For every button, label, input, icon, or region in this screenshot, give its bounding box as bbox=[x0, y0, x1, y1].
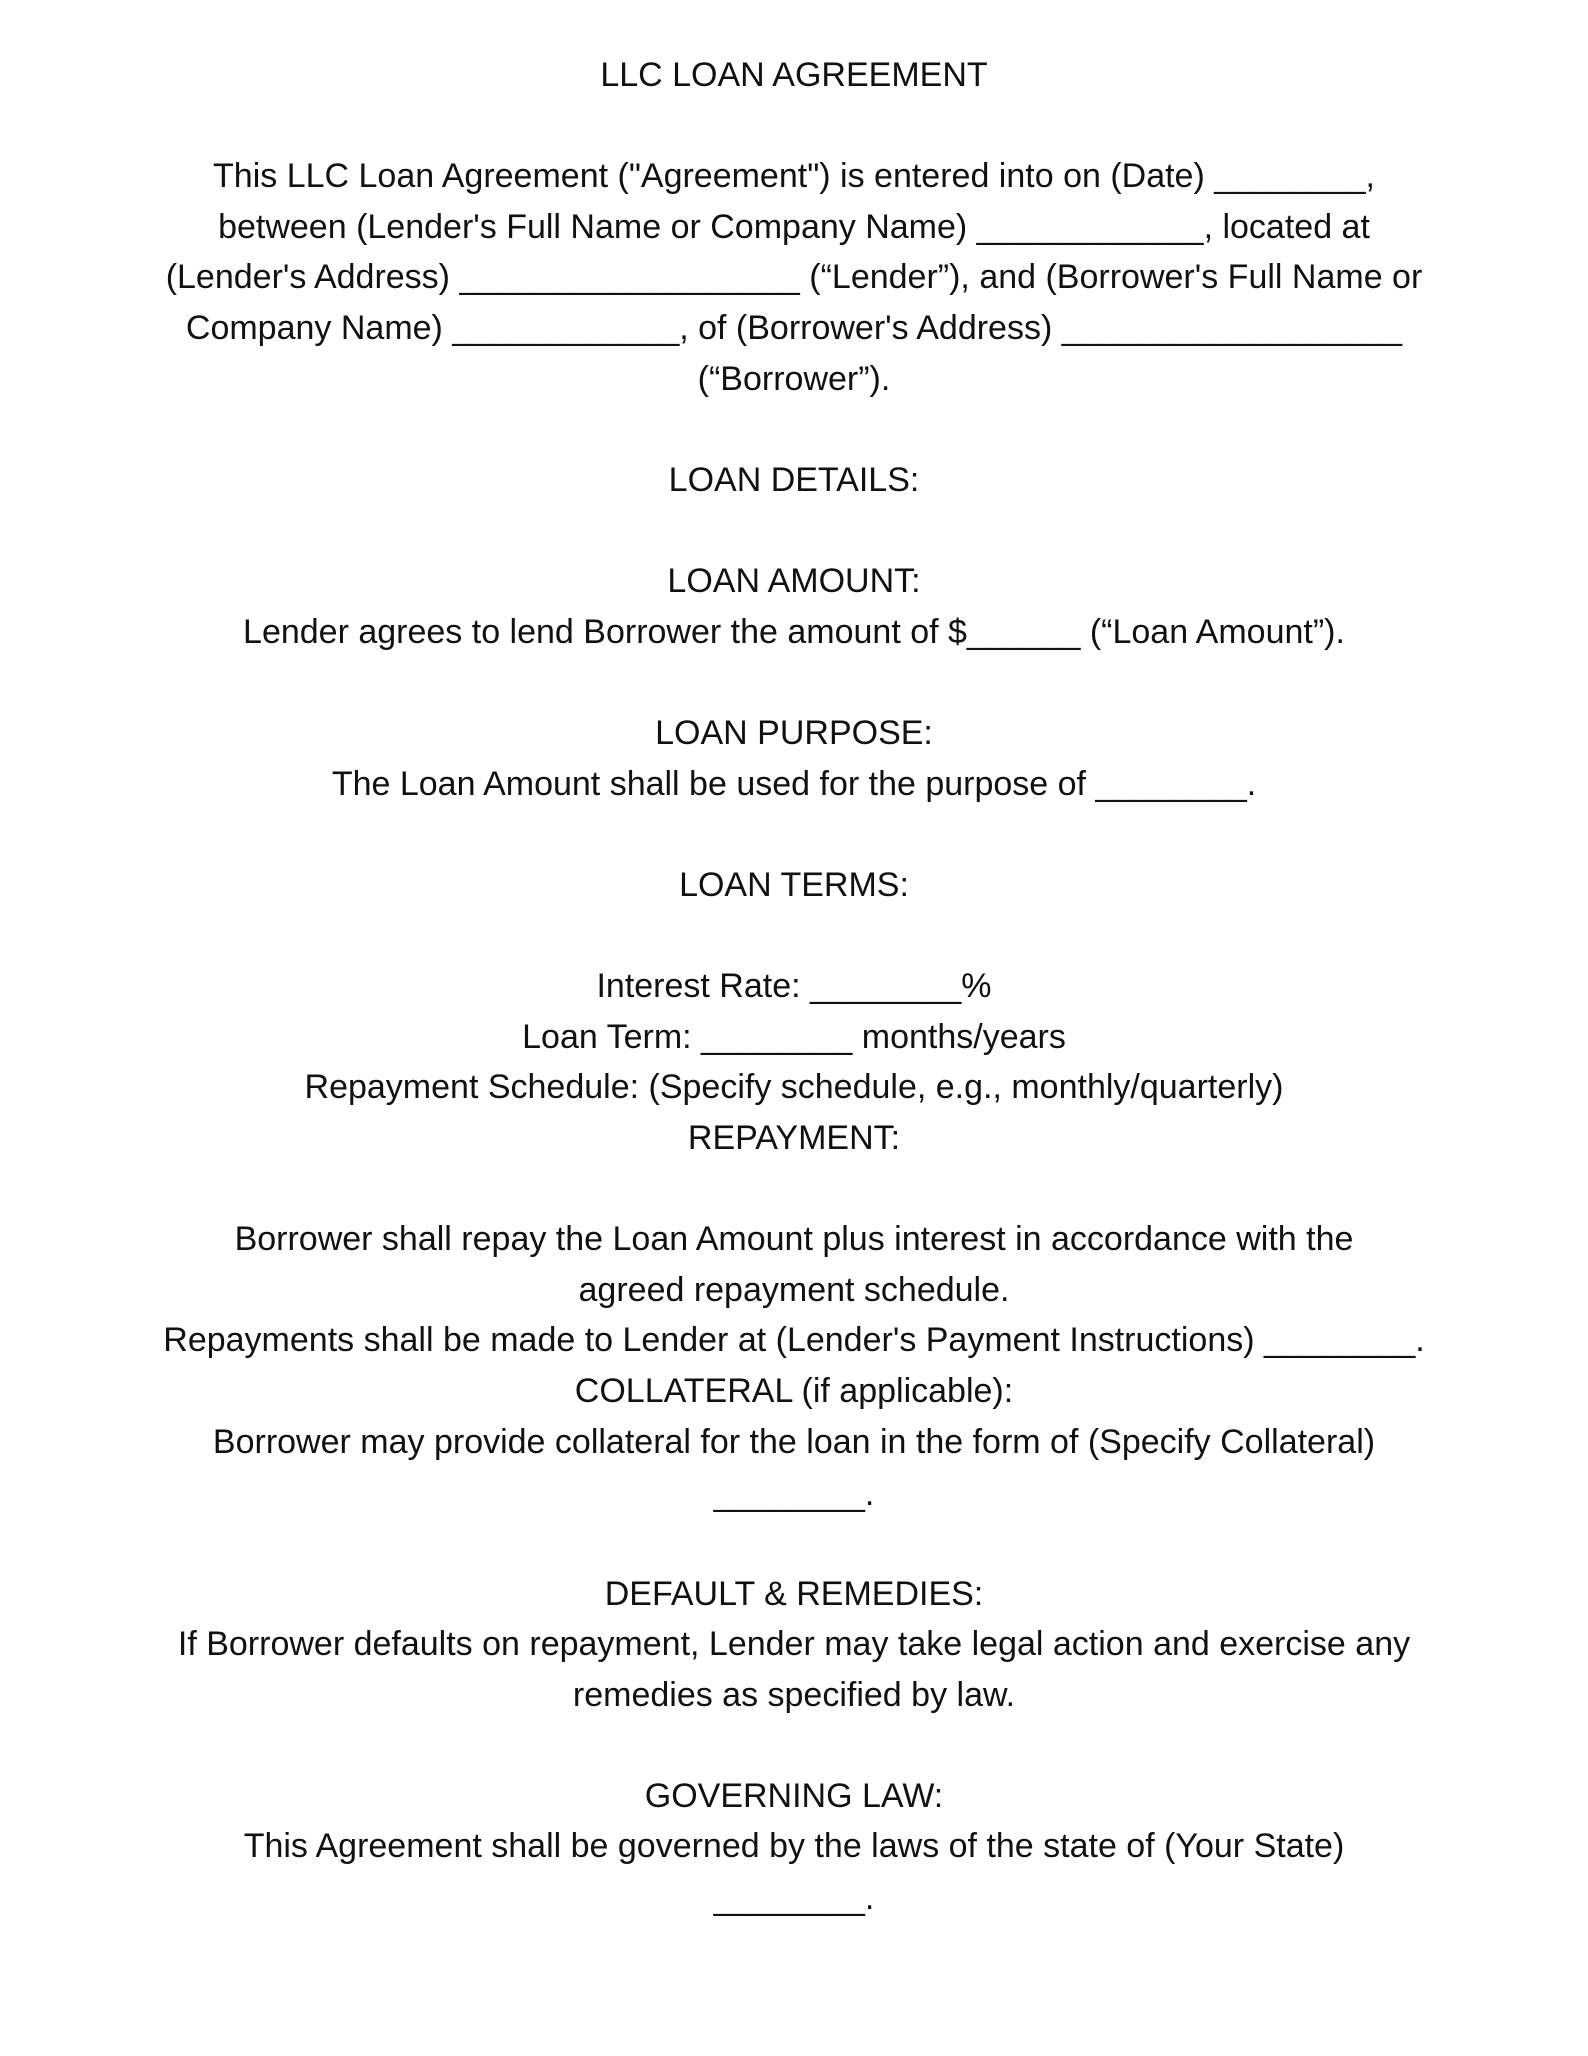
governing-law-line: This Agreement shall be governed by the laws of the state of (Your State) bbox=[243, 1827, 1345, 1865]
repayment-schedule-line: Repayment Schedule: (Specify schedule, e.g., monthly/quarterly) bbox=[304, 1068, 1284, 1106]
governing-law-heading: GOVERNING LAW: bbox=[644, 1777, 944, 1815]
intro-line: (“Borrower”). bbox=[697, 360, 891, 398]
loan-purpose-text: The Loan Amount shall be used for the purpose of ________. bbox=[331, 765, 1257, 803]
intro-line: between (Lender's Full Name or Company Name) ____________, located at bbox=[218, 208, 1370, 246]
governing-law-line: ________. bbox=[713, 1879, 875, 1917]
loan-term-line: Loan Term: ________ months/years bbox=[522, 1018, 1066, 1056]
collateral-line: ________. bbox=[713, 1475, 875, 1513]
intro-line: Company Name) ____________, of (Borrower's Address) __________________ bbox=[185, 309, 1403, 347]
intro-line: This LLC Loan Agreement ("Agreement") is entered into on (Date) ________, bbox=[213, 157, 1375, 195]
collateral-heading: COLLATERAL (if applicable): bbox=[574, 1372, 1014, 1410]
default-line: If Borrower defaults on repayment, Lender may take legal action and exercise any bbox=[177, 1625, 1411, 1663]
default-heading: DEFAULT & REMEDIES: bbox=[604, 1575, 984, 1613]
intro-line: (Lender's Address) __________________ (“Lender”), and (Borrower's Full Name or bbox=[165, 258, 1423, 296]
collateral-line: Borrower may provide collateral for the loan in the form of (Specify Collateral) bbox=[212, 1423, 1376, 1461]
interest-rate-line: Interest Rate: ________% bbox=[596, 967, 992, 1005]
loan-amount-heading: LOAN AMOUNT: bbox=[667, 562, 921, 600]
default-line: remedies as specified by law. bbox=[572, 1676, 1016, 1714]
loan-details-heading: LOAN DETAILS: bbox=[668, 461, 920, 499]
document-title: LLC LOAN AGREEMENT bbox=[600, 56, 988, 94]
loan-terms-heading: LOAN TERMS: bbox=[679, 866, 909, 904]
repayment-line: Borrower shall repay the Loan Amount plus interest in accordance with the bbox=[234, 1220, 1354, 1258]
repayment-line: Repayments shall be made to Lender at (Lender's Payment Instructions) ________. bbox=[163, 1321, 1425, 1359]
loan-purpose-heading: LOAN PURPOSE: bbox=[655, 714, 933, 752]
repayment-line: agreed repayment schedule. bbox=[578, 1271, 1010, 1309]
repayment-heading: REPAYMENT: bbox=[687, 1119, 901, 1157]
loan-amount-text: Lender agrees to lend Borrower the amount of $______ (“Loan Amount”). bbox=[243, 613, 1345, 651]
